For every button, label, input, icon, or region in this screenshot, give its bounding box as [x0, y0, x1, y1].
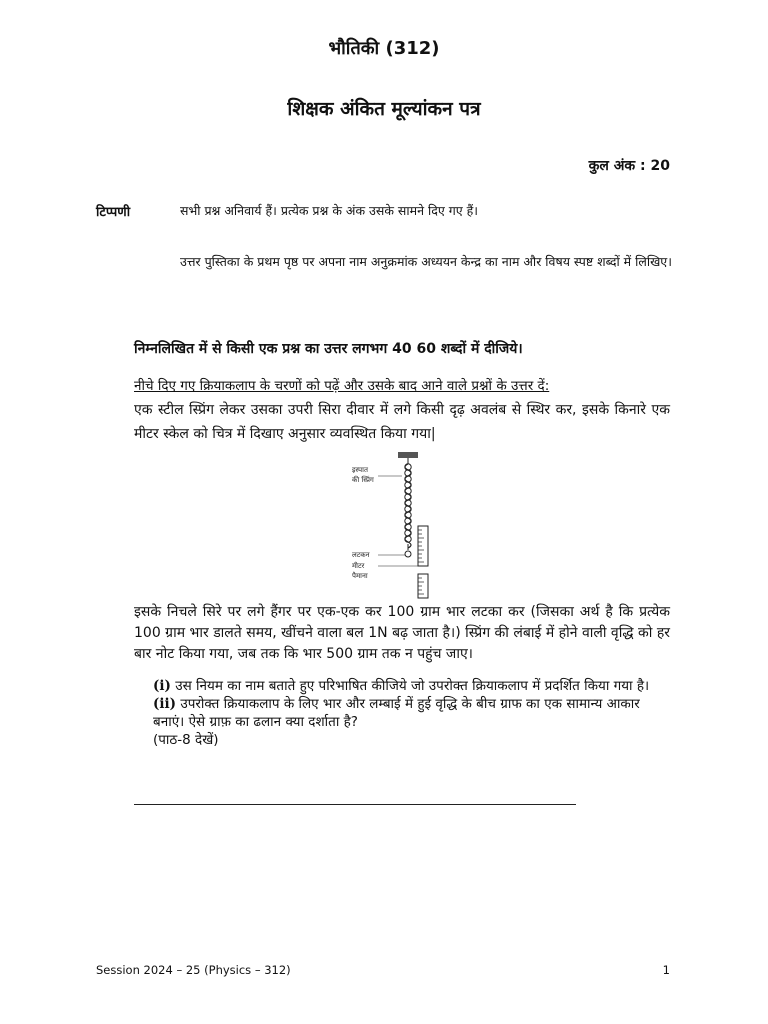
sub-question-i-text: उस नियम का नाम बताते हुए परिभाषित कीजिये जो उपरोक्त क्रियाकलाप में प्रदर्शित किया गया है। [175, 678, 650, 694]
scale-label-1: मीटर [352, 562, 365, 570]
activity-paragraph-2: इसके निचले सिरे पर लगे हैंगर पर एक-एक कर 100 ग्राम भार लटका कर (जिसका अर्थ है कि प्रत्येक 100 ग्राम भार डालते समय, खींचने वाला बल 1N बढ़ जाता है।) स्प्रिंग की लंबाई में होने वाली वृद्धि को हर बार नोट किया गया, जब तक कि भार 500 ग्राम तक न पहुंच जाए। [134, 604, 670, 662]
sub-question-i-label: (i) [153, 678, 171, 694]
question-instruction: निम्नलिखित में से किसी एक प्रश्न का उत्तर लगभग 40 60 शब्दों में दीजिये। [134, 341, 523, 357]
note-line-1: सभी प्रश्न अनिवार्य हैं। प्रत्येक प्रश्न के अंक उसके सामने दिए गए हैं। [180, 203, 479, 218]
sub-question-ii [153, 695, 671, 731]
sub-question-ii-label: (ii) [153, 696, 177, 712]
hanger-label: लटकन [352, 551, 370, 559]
separator-line [134, 804, 576, 805]
sub-question-i [153, 677, 671, 695]
activity-intro: नीचे दिए गए क्रियाकलाप के चरणों को पढ़ें और उसके बाद आने वाले प्रश्नों के उत्तर दें: [134, 378, 550, 394]
scale-label-2: पैमाना [352, 572, 368, 580]
hanger [405, 551, 411, 557]
rigid-support [398, 452, 418, 458]
activity-paragraph-1: एक स्टील स्प्रिंग लेकर उसका उपरी सिरा दीवार में लगे किसी दृढ़ अवलंब से स्थिर कर, इसके किनारे एक मीटर स्केल को चित्र में दिखाए अनुसार व्यवस्थित किया गया| [134, 402, 670, 442]
notes-label: टिप्पणी [96, 205, 131, 220]
spring-label-2: की स्प्रिंग [352, 476, 374, 484]
sheet-title: शिक्षक अंकित मूल्यांकन पत्र [287, 98, 481, 120]
sub-question-ii-text: उपरोक्त क्रियाकलाप के लिए भार और लम्बाई में हुई वृद्धि के बीच ग्राफ का एक सामान्य आकार बनाएं। ऐसे ग्राफ़ का ढलान क्या दर्शाता है? [153, 696, 640, 730]
spring-label-1: इस्पात [352, 466, 368, 474]
footer-session: Session 2024 – 25 (Physics – 312) [96, 963, 291, 977]
footer-page-number: 1 [662, 963, 670, 977]
total-marks: कुल अंक : 20 [588, 158, 670, 174]
sub-questions [153, 677, 671, 749]
chapter-reference: (पाठ-8 देखें) [153, 732, 219, 748]
spring-figure [352, 450, 442, 600]
note-line-2: उत्तर पुस्तिका के प्रथम पृष्ठ पर अपना नाम अनुक्रमांक अध्ययन केन्द्र का नाम और विषय स्पष्ट शब्दों में लिखिए। [180, 254, 672, 269]
subject-title: भौतिकी (312) [328, 38, 440, 59]
